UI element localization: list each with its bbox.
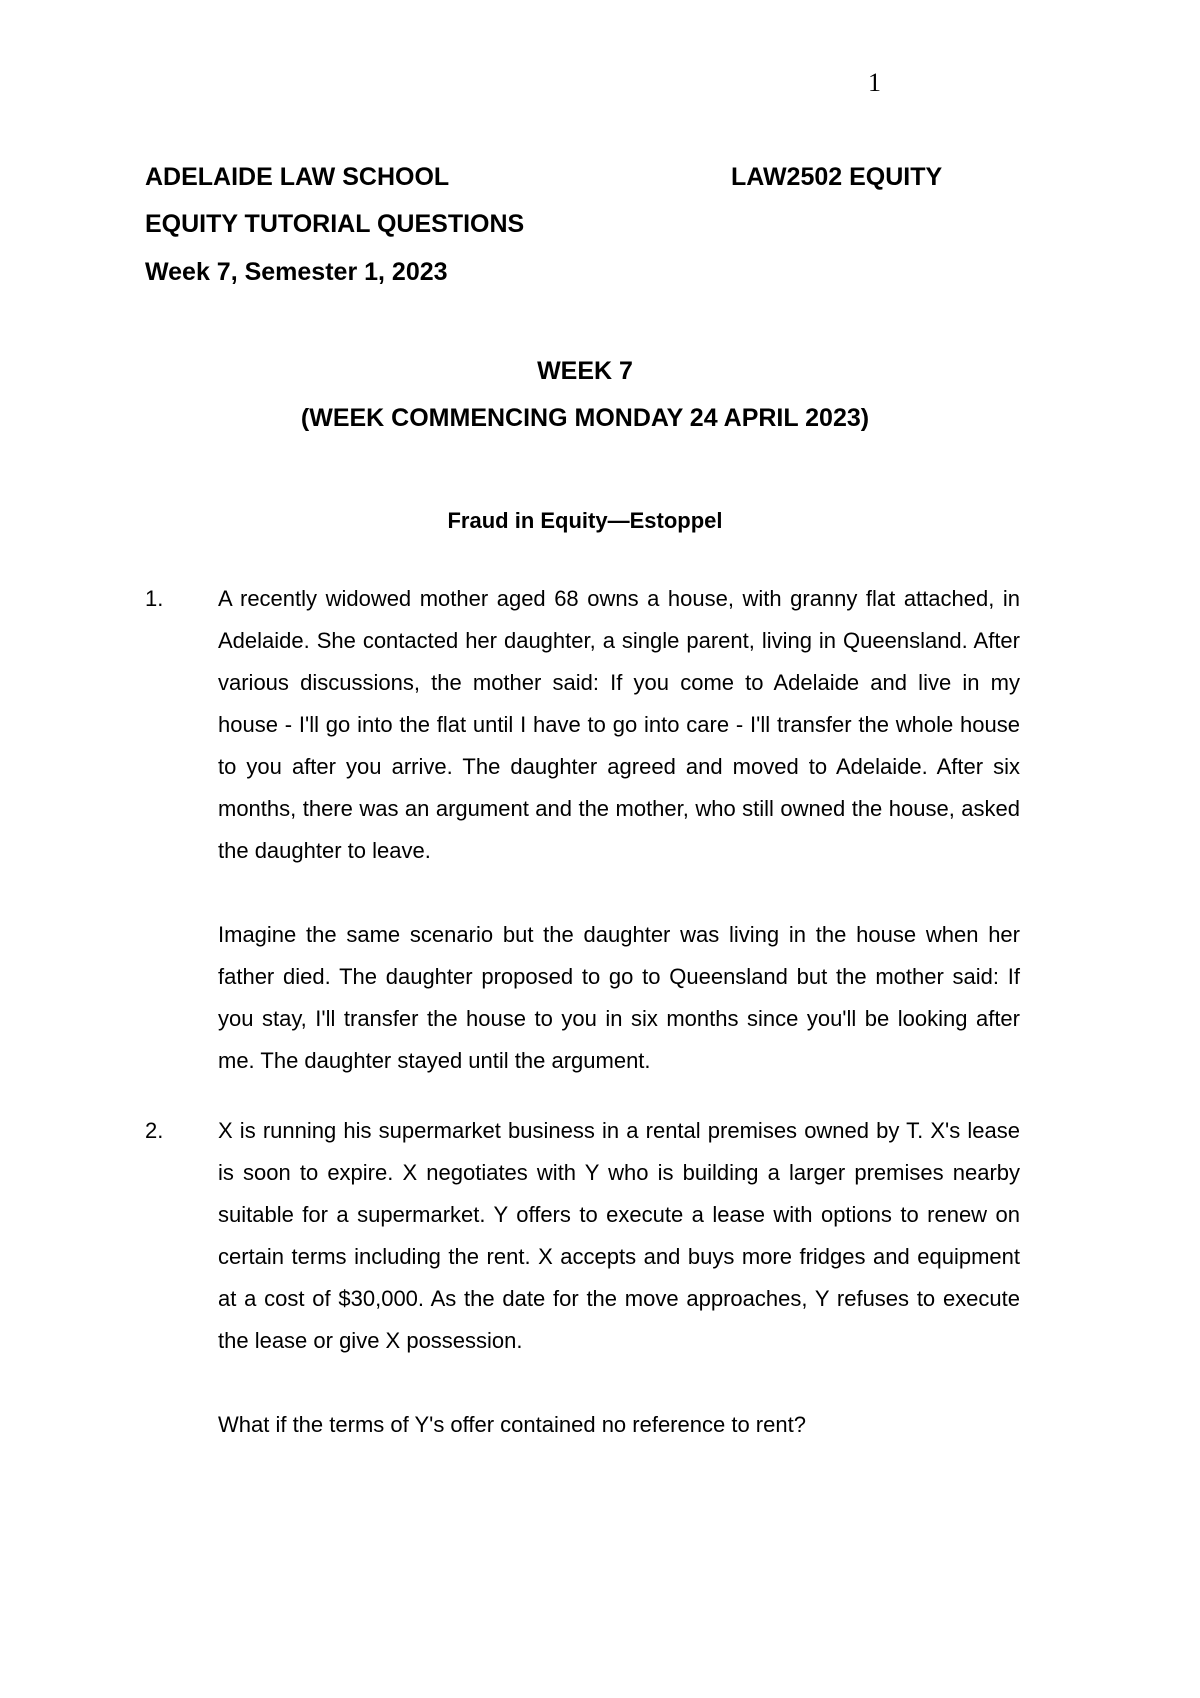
question-paragraph: Imagine the same scenario but the daughter was living in the house when her father died. The daughter proposed to go to Queensland but the mother said: If you stay, I'll transfer the house to you in six months since you'll be looking after me. The daughter stayed until the argument. xyxy=(218,922,1020,1073)
week-commencing: (WEEK COMMENCING MONDAY 24 APRIL 2023) xyxy=(300,404,870,432)
topic-heading: Fraud in Equity—Estoppel xyxy=(447,508,723,533)
page-number: 1 xyxy=(868,68,881,97)
question-paragraph: A recently widowed mother aged 68 owns a house, with granny flat attached, in Adelaide. She contacted her daughter, a single parent, living in Queensland. After various discussions, the mother said: If you come to Adelaide and live in my house - I'll go into the flat until I have to go into care - I'll transfer the whole house to you after you arrive. The daughter agreed and moved to Adelaide. After six months, there was an argument and the mother, who still owned the house, asked the daughter to leave. xyxy=(218,586,1020,863)
term-label: Week 7, Semester 1, 2023 xyxy=(145,258,448,286)
question-paragraph: What if the terms of Y's offer contained no reference to rent? xyxy=(218,1412,806,1437)
week-title: WEEK 7 xyxy=(537,357,633,385)
document-subtitle: EQUITY TUTORIAL QUESTIONS xyxy=(145,210,525,238)
question-number: 1. xyxy=(145,586,164,611)
question-body xyxy=(218,1110,1020,1446)
question-paragraph: X is running his supermarket business in a rental premises owned by T. X's lease is soon to expire. X negotiates with Y who is building a larger premises nearby suitable for a supermarket. Y offers to execute a lease with options to renew on certain terms including the rent. X accepts and buys more fridges and equipment at a cost of $30,000. As the date for the move approaches, Y refuses to execute the lease or give X possession. xyxy=(218,1118,1020,1353)
question-body xyxy=(218,578,1020,1082)
course-code: LAW2502 EQUITY xyxy=(731,163,943,191)
question-number: 2. xyxy=(145,1118,164,1143)
school-name: ADELAIDE LAW SCHOOL xyxy=(145,163,450,191)
